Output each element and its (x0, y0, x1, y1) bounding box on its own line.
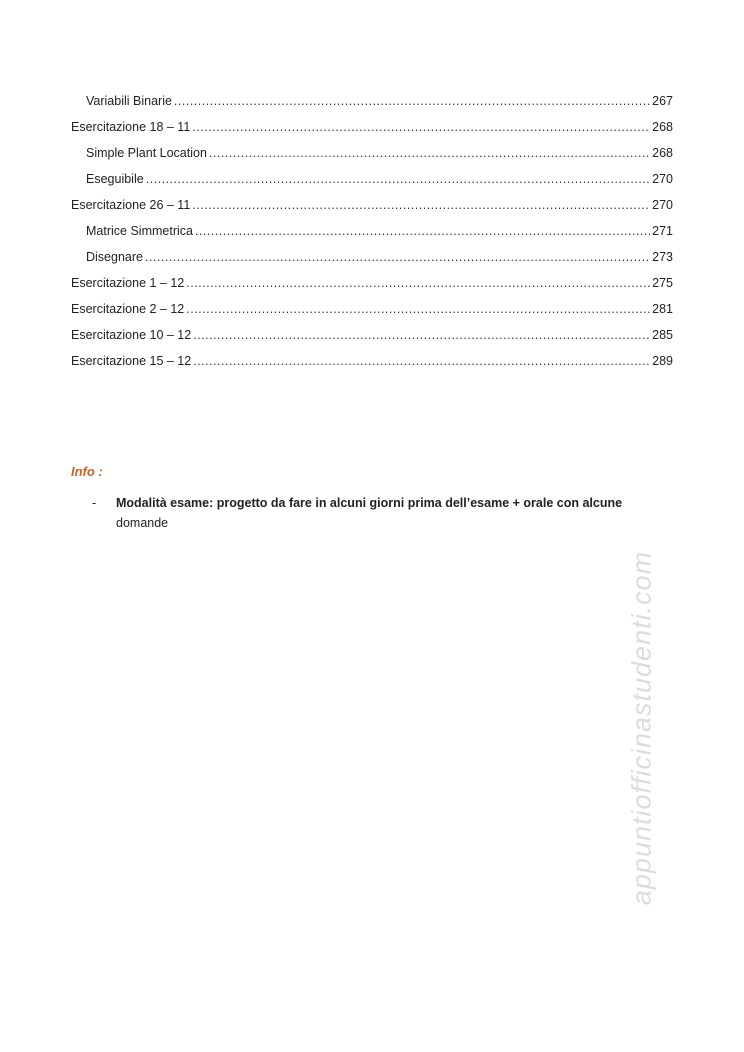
toc-entry[interactable] (71, 166, 673, 192)
toc-leader-dots (192, 192, 650, 218)
toc-entry-label: Variabili Binarie (86, 94, 172, 108)
toc-leader-dots (186, 296, 650, 322)
toc-entry[interactable] (71, 192, 673, 218)
toc-entry-label: Esercitazione 15 – 12 (71, 354, 192, 368)
toc-entry-label: Esercitazione 10 – 12 (71, 328, 192, 342)
toc-entry-label: Esercitazione 2 – 12 (71, 302, 185, 316)
toc-entry[interactable] (71, 270, 673, 296)
toc-entry[interactable] (71, 114, 673, 140)
toc-entry-page: 271 (652, 224, 673, 238)
toc-entry-page: 270 (652, 172, 673, 186)
list-bullet: - (92, 496, 97, 510)
toc-leader-dots (193, 348, 650, 374)
table-of-contents (71, 88, 673, 374)
list-item-rest-text: domande (116, 516, 169, 530)
toc-entry-page: 267 (652, 94, 673, 108)
toc-leader-dots (146, 166, 650, 192)
toc-entry-page: 285 (652, 328, 673, 342)
toc-entry-label: Esercitazione 26 – 11 (71, 198, 191, 212)
watermark-text: appuntiofficinastudenti.com (626, 550, 657, 906)
toc-entry[interactable] (71, 140, 673, 166)
list-item (92, 493, 652, 533)
info-list (92, 493, 652, 533)
toc-entry-page: 268 (652, 120, 673, 134)
toc-leader-dots (186, 270, 650, 296)
toc-leader-dots (174, 88, 650, 114)
toc-entry[interactable] (71, 348, 673, 374)
toc-entry-label: Esercitazione 18 – 11 (71, 120, 191, 134)
toc-entry[interactable] (71, 244, 673, 270)
toc-entry-page: 281 (652, 302, 673, 316)
toc-entry-page: 289 (652, 354, 673, 368)
toc-entry-label: Esercitazione 1 – 12 (71, 276, 185, 290)
toc-leader-dots (145, 244, 650, 270)
toc-entry[interactable] (71, 322, 673, 348)
toc-entry-label: Simple Plant Location (86, 146, 207, 160)
toc-entry-page: 268 (652, 146, 673, 160)
toc-entry-page: 273 (652, 250, 673, 264)
toc-leader-dots (192, 114, 650, 140)
toc-entry-page: 270 (652, 198, 673, 212)
toc-leader-dots (209, 140, 650, 166)
toc-entry[interactable] (71, 296, 673, 322)
toc-entry-label: Disegnare (86, 250, 143, 264)
toc-entry-page: 275 (652, 276, 673, 290)
toc-entry-label: Matrice Simmetrica (86, 224, 193, 238)
list-item-text (116, 493, 652, 533)
list-item-bold-text: Modalità esame: progetto da fare in alcuni giorni prima dell’esame + orale con alcune (116, 496, 623, 510)
toc-entry[interactable] (71, 88, 673, 114)
toc-leader-dots (195, 218, 650, 244)
toc-entry[interactable] (71, 218, 673, 244)
toc-entry-label: Eseguibile (86, 172, 144, 186)
info-heading: Info : (71, 464, 103, 479)
toc-leader-dots (193, 322, 650, 348)
